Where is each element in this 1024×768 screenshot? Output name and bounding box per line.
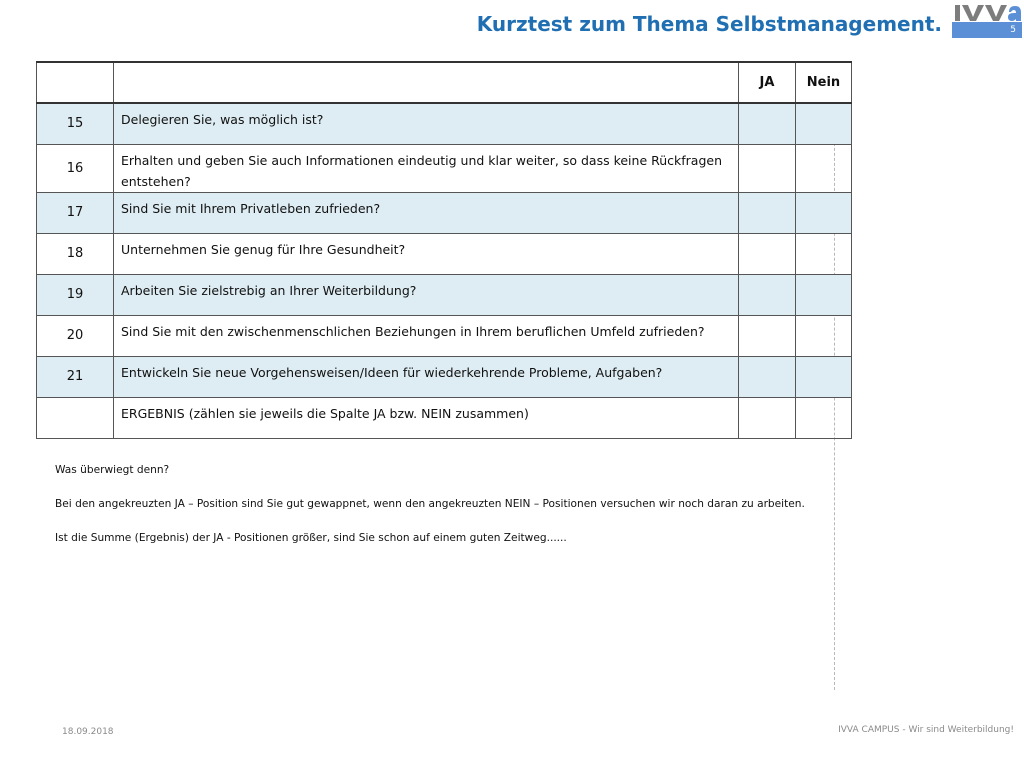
nein-checkbox-cell[interactable] bbox=[796, 144, 852, 192]
notes-block bbox=[55, 462, 815, 547]
question-number: 15 bbox=[37, 103, 114, 144]
nein-checkbox-cell[interactable] bbox=[796, 103, 852, 144]
nein-checkbox-cell[interactable] bbox=[796, 356, 852, 397]
nein-total-cell[interactable] bbox=[796, 397, 852, 438]
ja-checkbox-cell[interactable] bbox=[739, 192, 796, 233]
ja-checkbox-cell[interactable] bbox=[739, 103, 796, 144]
table-header-row bbox=[37, 62, 852, 103]
question-number: 19 bbox=[37, 274, 114, 315]
table-row bbox=[37, 356, 852, 397]
ja-checkbox-cell[interactable] bbox=[739, 315, 796, 356]
slide-title: Kurztest zum Thema Selbstmanagement. bbox=[476, 12, 942, 36]
quiz-table bbox=[36, 61, 852, 439]
notes-conclusion: Ist die Summe (Ergebnis) der JA - Positionen größer, sind Sie schon auf einem guten Zeitweg...... bbox=[55, 532, 567, 544]
ja-checkbox-cell[interactable] bbox=[739, 233, 796, 274]
nein-checkbox-cell[interactable] bbox=[796, 233, 852, 274]
question-number: 21 bbox=[37, 356, 114, 397]
question-number: 20 bbox=[37, 315, 114, 356]
header-question bbox=[114, 62, 739, 103]
question-text: Entwickeln Sie neue Vorgehensweisen/Ideen für wiederkehrende Probleme, Aufgaben? bbox=[114, 356, 739, 397]
question-text: Sind Sie mit den zwischenmenschlichen Beziehungen in Ihrem beruflichen Umfeld zufrieden? bbox=[114, 315, 739, 356]
header-ja: JA bbox=[739, 62, 796, 103]
table-row bbox=[37, 192, 852, 233]
ja-checkbox-cell[interactable] bbox=[739, 144, 796, 192]
ja-total-cell[interactable] bbox=[739, 397, 796, 438]
question-text: Erhalten und geben Sie auch Informationen eindeutig und klar weiter, so dass keine Rückfragen entstehen? bbox=[114, 144, 739, 192]
ja-checkbox-cell[interactable] bbox=[739, 356, 796, 397]
footer-tagline: IVVA CAMPUS - Wir sind Weiterbildung! bbox=[838, 725, 1014, 735]
table-row bbox=[37, 315, 852, 356]
header-num bbox=[37, 62, 114, 103]
table-row bbox=[37, 103, 852, 144]
notes-question: Was überwiegt denn? bbox=[55, 464, 170, 476]
header-nein: Nein bbox=[796, 62, 852, 103]
question-number: 18 bbox=[37, 233, 114, 274]
ja-checkbox-cell[interactable] bbox=[739, 274, 796, 315]
table-row bbox=[37, 274, 852, 315]
nein-checkbox-cell[interactable] bbox=[796, 315, 852, 356]
question-text: Sind Sie mit Ihrem Privatleben zufrieden? bbox=[114, 192, 739, 233]
footer-date: 18.09.2018 bbox=[62, 727, 114, 737]
result-number-cell bbox=[37, 397, 114, 438]
question-text: Delegieren Sie, was möglich ist? bbox=[114, 103, 739, 144]
nein-checkbox-cell[interactable] bbox=[796, 192, 852, 233]
table-row bbox=[37, 233, 852, 274]
ivva-logo bbox=[954, 2, 1022, 22]
question-number: 16 bbox=[37, 144, 114, 192]
table-row bbox=[37, 144, 852, 192]
question-text: Unternehmen Sie genug für Ihre Gesundheit? bbox=[114, 233, 739, 274]
page-number: 5 bbox=[952, 22, 1022, 38]
question-number: 17 bbox=[37, 192, 114, 233]
nein-checkbox-cell[interactable] bbox=[796, 274, 852, 315]
result-label: ERGEBNIS (zählen sie jeweils die Spalte JA bzw. NEIN zusammen) bbox=[114, 397, 739, 438]
result-row bbox=[37, 397, 852, 438]
notes-explanation: Bei den angekreuzten JA – Position sind Sie gut gewappnet, wenn den angekreuzten NEIN – Positionen versuchen wir noch daran zu arbeiten. bbox=[55, 498, 805, 510]
question-text: Arbeiten Sie zielstrebig an Ihrer Weiterbildung? bbox=[114, 274, 739, 315]
